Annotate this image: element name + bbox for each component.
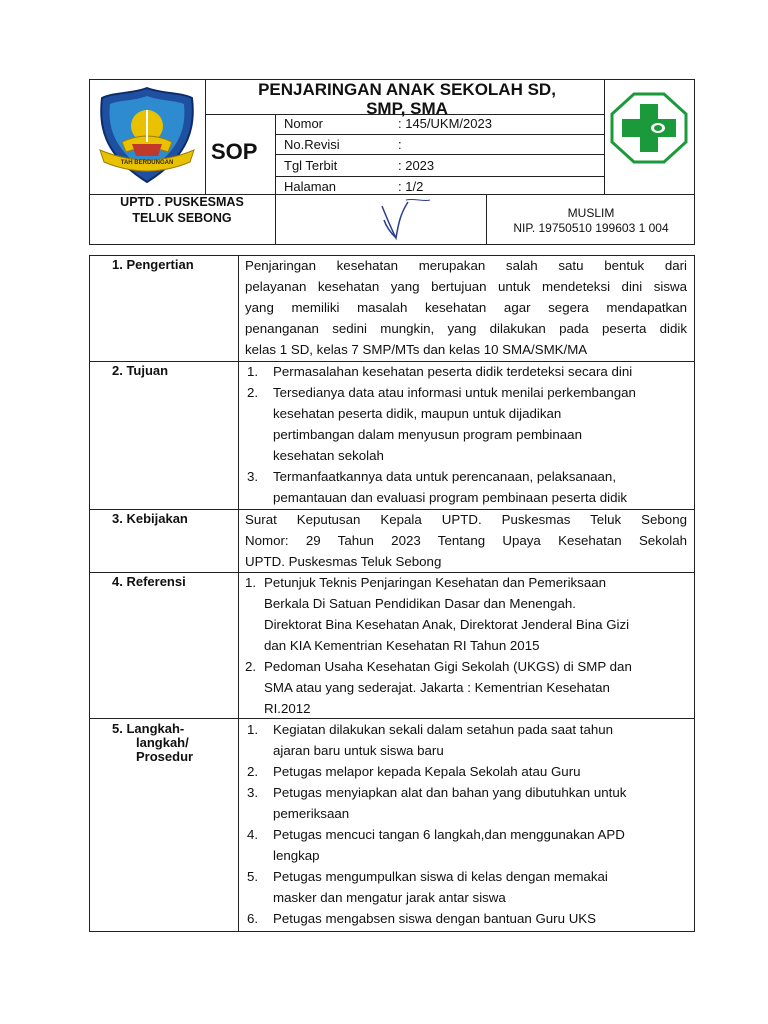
text-line: Kegiatan dilakukan sekali dalam setahun pada saat tahun bbox=[273, 722, 614, 737]
text-line: Termanfaatkannya data untuk perencanaan, pelaksanaan, bbox=[273, 469, 617, 484]
section-label-kebijakan: 3. Kebijakan bbox=[112, 511, 188, 526]
label-line: Prosedur bbox=[136, 749, 194, 764]
text-line: pemeriksaan bbox=[273, 806, 350, 821]
text-line: ajaran baru untuk siswa baru bbox=[273, 743, 444, 758]
list-item bbox=[245, 719, 693, 761]
title-line-1: PENJARINGAN ANAK SEKOLAH SD, bbox=[258, 80, 556, 99]
text-line: kesehatan sekolah bbox=[273, 448, 384, 463]
list-number: 6. bbox=[247, 911, 259, 926]
section-body-kebijakan bbox=[245, 509, 687, 572]
district-logo bbox=[92, 84, 202, 188]
text-line: masker dan mengatur jarak antar siswa bbox=[273, 890, 506, 905]
list-number: 5. bbox=[247, 869, 259, 884]
section-label-prosedur bbox=[112, 722, 193, 764]
text-line: Petugas melapor kepada Kepala Sekolah atau Guru bbox=[273, 764, 581, 779]
text-line: Pedoman Usaha Kesehatan Gigi Sekolah (UKGS) di SMP dan bbox=[264, 659, 632, 674]
meta-label-revisi: No.Revisi bbox=[284, 137, 340, 152]
institution-line-2: TELUK SEBONG bbox=[132, 211, 232, 225]
list-item bbox=[245, 908, 693, 929]
list-number: 1. bbox=[247, 364, 259, 379]
text-line: SMA atau yang sederajat. Jakarta : Kementrian Kesehatan bbox=[264, 680, 610, 695]
section-label-referensi: 4. Referensi bbox=[112, 574, 186, 589]
text-line: Petunjuk Teknis Penjaringan Kesehatan dan Pemeriksaan bbox=[264, 575, 607, 590]
list-item bbox=[245, 382, 693, 466]
text-line: yang memiliki masalah kesehatan agar segera mendapatkan bbox=[245, 300, 687, 315]
text-line: Tersedianya data atau informasi untuk menilai perkembangan bbox=[273, 385, 636, 400]
text-line: Surat Keputusan Kepala UPTD. Puskesmas Teluk Sebong bbox=[245, 512, 687, 527]
text-line: lengkap bbox=[273, 848, 320, 863]
text-line: Penjaringan kesehatan merupakan salah satu bentuk dari bbox=[245, 258, 687, 273]
label-line: langkah/ bbox=[136, 735, 189, 750]
signature-image bbox=[368, 196, 438, 244]
list-number: 3. bbox=[247, 469, 259, 484]
text-line: penanganan sedini mungkin, yang dilakukan pada peserta didik bbox=[245, 321, 687, 336]
section-label-tujuan: 2. Tujuan bbox=[112, 363, 169, 378]
title-line-2: SMP, SMA bbox=[366, 99, 448, 118]
meta-value-nomor: : 145/UKM/2023 bbox=[398, 116, 492, 131]
text-line: Petugas mencuci tangan 6 langkah,dan menggunakan APD bbox=[273, 827, 625, 842]
meta-label-halaman: Halaman bbox=[284, 179, 337, 194]
section-body-referensi bbox=[245, 572, 693, 719]
text-line: UPTD. Puskesmas Teluk Sebong bbox=[245, 554, 442, 569]
text-line: Permasalahan kesehatan peserta didik terdeteksi secara dini bbox=[273, 364, 633, 379]
text-line: Berkala Di Satuan Pendidikan Dasar dan Menengah. bbox=[264, 596, 576, 611]
label-line: 5. Langkah- bbox=[112, 721, 185, 736]
document-title bbox=[206, 80, 608, 118]
list-number: 2. bbox=[245, 659, 257, 674]
institution-line-1: UPTD . PUSKESMAS bbox=[120, 195, 244, 209]
list-number: 3. bbox=[247, 785, 259, 800]
list-item bbox=[245, 466, 693, 508]
meta-value-halaman: : 1/2 bbox=[398, 179, 424, 194]
text-line: pelayanan kesehatan yang bertujuan untuk mendeteksi dini siswa bbox=[245, 279, 687, 294]
logo-motto: TAH BERDUNGAN bbox=[120, 160, 174, 166]
meta-label-tgl: Tgl Terbit bbox=[284, 158, 338, 173]
institution-name bbox=[92, 194, 272, 226]
list-item bbox=[245, 361, 693, 382]
signature-block bbox=[488, 206, 694, 236]
meta-label-nomor: Nomor bbox=[284, 116, 324, 131]
list-number: 2. bbox=[247, 764, 259, 779]
list-item bbox=[245, 782, 693, 824]
text-line: Direktorat Bina Kesehatan Anak, Direktorat Jenderal Bina Gizi bbox=[264, 617, 630, 632]
text-line: Petugas menyiapkan alat dan bahan yang dibutuhkan untuk bbox=[273, 785, 627, 800]
section-label-pengertian: 1. Pengertian bbox=[112, 257, 194, 272]
section-body-tujuan bbox=[245, 361, 693, 508]
section-body-pengertian bbox=[245, 255, 687, 360]
text-line: Nomor: 29 Tahun 2023 Tentang Upaya Kesehatan Sekolah bbox=[245, 533, 687, 548]
sop-label: SOP bbox=[211, 139, 258, 164]
section-body-prosedur bbox=[245, 719, 693, 929]
signer-nip: NIP. 19750510 199603 1 004 bbox=[513, 221, 669, 235]
list-item bbox=[245, 572, 693, 656]
list-item bbox=[245, 761, 693, 782]
text-line: RI.2012 bbox=[264, 701, 311, 716]
list-number: 2. bbox=[247, 385, 259, 400]
meta-value-revisi: : bbox=[398, 137, 402, 152]
text-line: pemantauan dan evaluasi program pembinaan peserta didik bbox=[273, 490, 628, 505]
text-line: Petugas mengabsen siswa dengan bantuan Guru UKS bbox=[273, 911, 597, 926]
text-line: kesehatan peserta didik, maupun untuk dijadikan bbox=[273, 406, 562, 421]
list-item bbox=[245, 866, 693, 908]
text-line: dan KIA Kementrian Kesehatan RI Tahun 2015 bbox=[264, 638, 540, 653]
list-item bbox=[245, 824, 693, 866]
list-item bbox=[245, 656, 693, 719]
meta-value-tgl: : 2023 bbox=[398, 158, 435, 173]
list-number: 1. bbox=[247, 722, 259, 737]
puskesmas-logo bbox=[610, 92, 688, 164]
text-line: kelas 1 SD, kelas 7 SMP/MTs dan kelas 10 SMA/SMK/MA bbox=[245, 342, 588, 357]
text-line: Petugas mengumpulkan siswa di kelas dengan memakai bbox=[273, 869, 608, 884]
list-number: 1. bbox=[245, 575, 257, 590]
signer-name: MUSLIM bbox=[567, 206, 615, 220]
text-line: pertimbangan dalam menyusun program pembinaan bbox=[273, 427, 582, 442]
list-number: 4. bbox=[247, 827, 259, 842]
